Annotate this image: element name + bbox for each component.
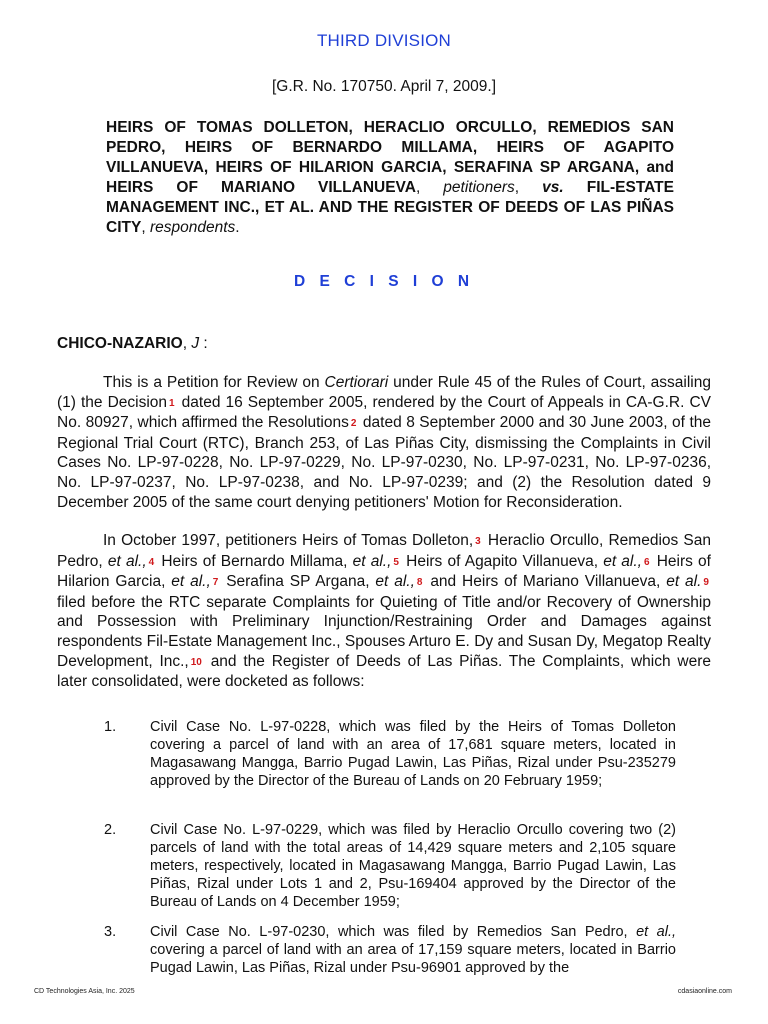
paragraph-2 bbox=[57, 531, 711, 692]
text-italic: et al., bbox=[636, 924, 677, 940]
footnote-link-7[interactable]: 7 bbox=[212, 577, 219, 589]
footnote-link-9[interactable]: 9 bbox=[703, 577, 709, 589]
ponente-title: J bbox=[191, 335, 200, 352]
footer-site: cdasiaonline.com bbox=[677, 988, 732, 995]
text: filed before the RTC separate Complaints for Quieting of Title and/or Recovery of Ownership and Possession with Preliminary Injunction/Restraining Order and Damages against respondents Fil-Estate Management Inc., Spouses Arturo E. Dy and Susan Dy, Megatop Realty Development, Inc., bbox=[57, 593, 711, 670]
footnote-link-8[interactable]: 8 bbox=[416, 577, 423, 589]
footnote-link-3[interactable]: 3 bbox=[475, 536, 481, 547]
text-italic: et al., bbox=[107, 552, 147, 570]
footnote-link-1[interactable]: 1 bbox=[169, 397, 175, 409]
text: and the Register of Deeds of Las Piñas. The Complaints, which were later consolidated, were docketed as follows: bbox=[57, 652, 711, 691]
footer-copyright: CD Technologies Asia, Inc. 2025 bbox=[34, 988, 135, 995]
text: Civil Case No. L-97-0230, which was filed by Remedios San Pedro, bbox=[150, 924, 637, 940]
text-italic: et al., bbox=[352, 552, 392, 570]
case-parties bbox=[106, 118, 674, 238]
list-number: 1. bbox=[104, 719, 117, 735]
list-number: 2. bbox=[104, 822, 117, 838]
text-italic: et al., bbox=[375, 573, 415, 591]
separator: , bbox=[141, 219, 150, 236]
list-text bbox=[150, 923, 676, 977]
footnote-link-6[interactable]: 6 bbox=[643, 556, 650, 568]
text: dated 16 September 2005, rendered by the Court of Appeals in CA-G.R. CV No. 80927, which affirmed the Resolutions bbox=[57, 393, 712, 432]
separator: , bbox=[514, 179, 543, 196]
ponente-colon: : bbox=[199, 335, 208, 352]
ponente bbox=[57, 335, 208, 353]
ponente-name: CHICO-NAZARIO bbox=[57, 335, 183, 352]
text: In October 1997, petitioners Heirs of Tomas Dolleton, bbox=[103, 532, 474, 549]
petitioners-names: HEIRS OF TOMAS DOLLETON, HERACLIO ORCULLO, REMEDIOS SAN PEDRO, HEIRS OF BERNARDO MILLAMA, HEIRS OF AGAPITO VILLANUEVA, HEIRS OF HILARION GARCIA, SERAFINA SP ARGANA, and HEIRS OF MARIANO VILLANUEVA bbox=[106, 119, 674, 196]
list-text: Civil Case No. L-97-0228, which was filed by the Heirs of Tomas Dolleton covering a parcel of land with an area of 17,681 square meters, located in Magasawang Mangga, Barrio Pugad Lawin, Las Piñas, Rizal under Psu-235279 approved by the Director of the Bureau of Lands on 20 February 1959; bbox=[150, 719, 676, 789]
footnote-link-10[interactable]: 10 bbox=[190, 656, 202, 668]
versus: vs. bbox=[542, 179, 564, 196]
respondents-names: FIL-ESTATE MANAGEMENT INC., ET AL. AND THE REGISTER OF DEEDS OF LAS PIÑAS CITY bbox=[106, 179, 674, 236]
footnote-link-5[interactable]: 5 bbox=[393, 556, 399, 568]
respondents-label: respondents bbox=[149, 219, 236, 236]
list-text: Civil Case No. L-97-0229, which was filed by Heraclio Orcullo covering two (2) parcels of land with the total areas of 14,429 square meters and 2,105 square meters, respectively, located in Magasawang Mangga, Barrio Pugad Lawin, Las Piñas, Rizal under Lots 1 and 2, Psu-169404 approved by the Director of the Bureau of Lands on 4 December 1959; bbox=[150, 822, 676, 910]
footnote-link-4[interactable]: 4 bbox=[148, 556, 155, 568]
text: Heirs of Agapito Villanueva, bbox=[400, 552, 604, 570]
footnote-link-2[interactable]: 2 bbox=[350, 418, 357, 430]
text: under Rule 45 of the Rules of Court, assailing (1) the Decision bbox=[57, 374, 711, 411]
list-number: 3. bbox=[104, 924, 117, 940]
paragraph-1 bbox=[57, 373, 711, 512]
gr-number: [G.R. No. 170750. April 7, 2009.] bbox=[271, 78, 497, 95]
text-italic: Certiorari bbox=[324, 374, 389, 391]
text: covering a parcel of land with an area of 17,159 square meters, located in Barrio Pugad Lawin, Las Piñas, Rizal under Psu-96901 approved by the bbox=[150, 942, 676, 976]
division-heading: THIRD DIVISION bbox=[316, 31, 452, 50]
text-italic: et al., bbox=[171, 573, 211, 591]
text: This is a Petition for Review on bbox=[103, 374, 325, 391]
text: and Heirs of Mariano Villanueva, bbox=[424, 573, 667, 591]
petitioners-label: petitioners bbox=[443, 179, 515, 196]
text: Heraclio Orcullo, Remedios San Pedro, bbox=[57, 532, 712, 570]
text: Heirs of Bernardo Millama, bbox=[156, 552, 353, 570]
text: Serafina SP Argana, bbox=[220, 573, 376, 591]
ponente-sep: , bbox=[182, 335, 192, 352]
separator: , bbox=[415, 179, 444, 196]
decision-heading: D E C I S I O N bbox=[293, 273, 475, 290]
text: dated 8 September 2000 and 30 June 2003, of the Regional Trial Court (RTC), Branch 253, of Las Piñas City, dismissing the Complaints in Civil Cases No. LP-97-0228, No. LP-97-0229, No. LP-97-0230, No. LP-97-0231, No. LP-97-0236, No. LP-97-0237, No. LP-97-0238, and No. LP-97-0239; and (2) the Resolution dated 9 December 2005 of the same court denying petitioners' Motion for Reconsideration. bbox=[57, 414, 712, 511]
period: . bbox=[235, 219, 240, 236]
text-italic: et al. bbox=[666, 573, 702, 591]
text-italic: et al., bbox=[603, 552, 642, 570]
text: Heirs of Hilarion Garcia, bbox=[57, 552, 711, 591]
